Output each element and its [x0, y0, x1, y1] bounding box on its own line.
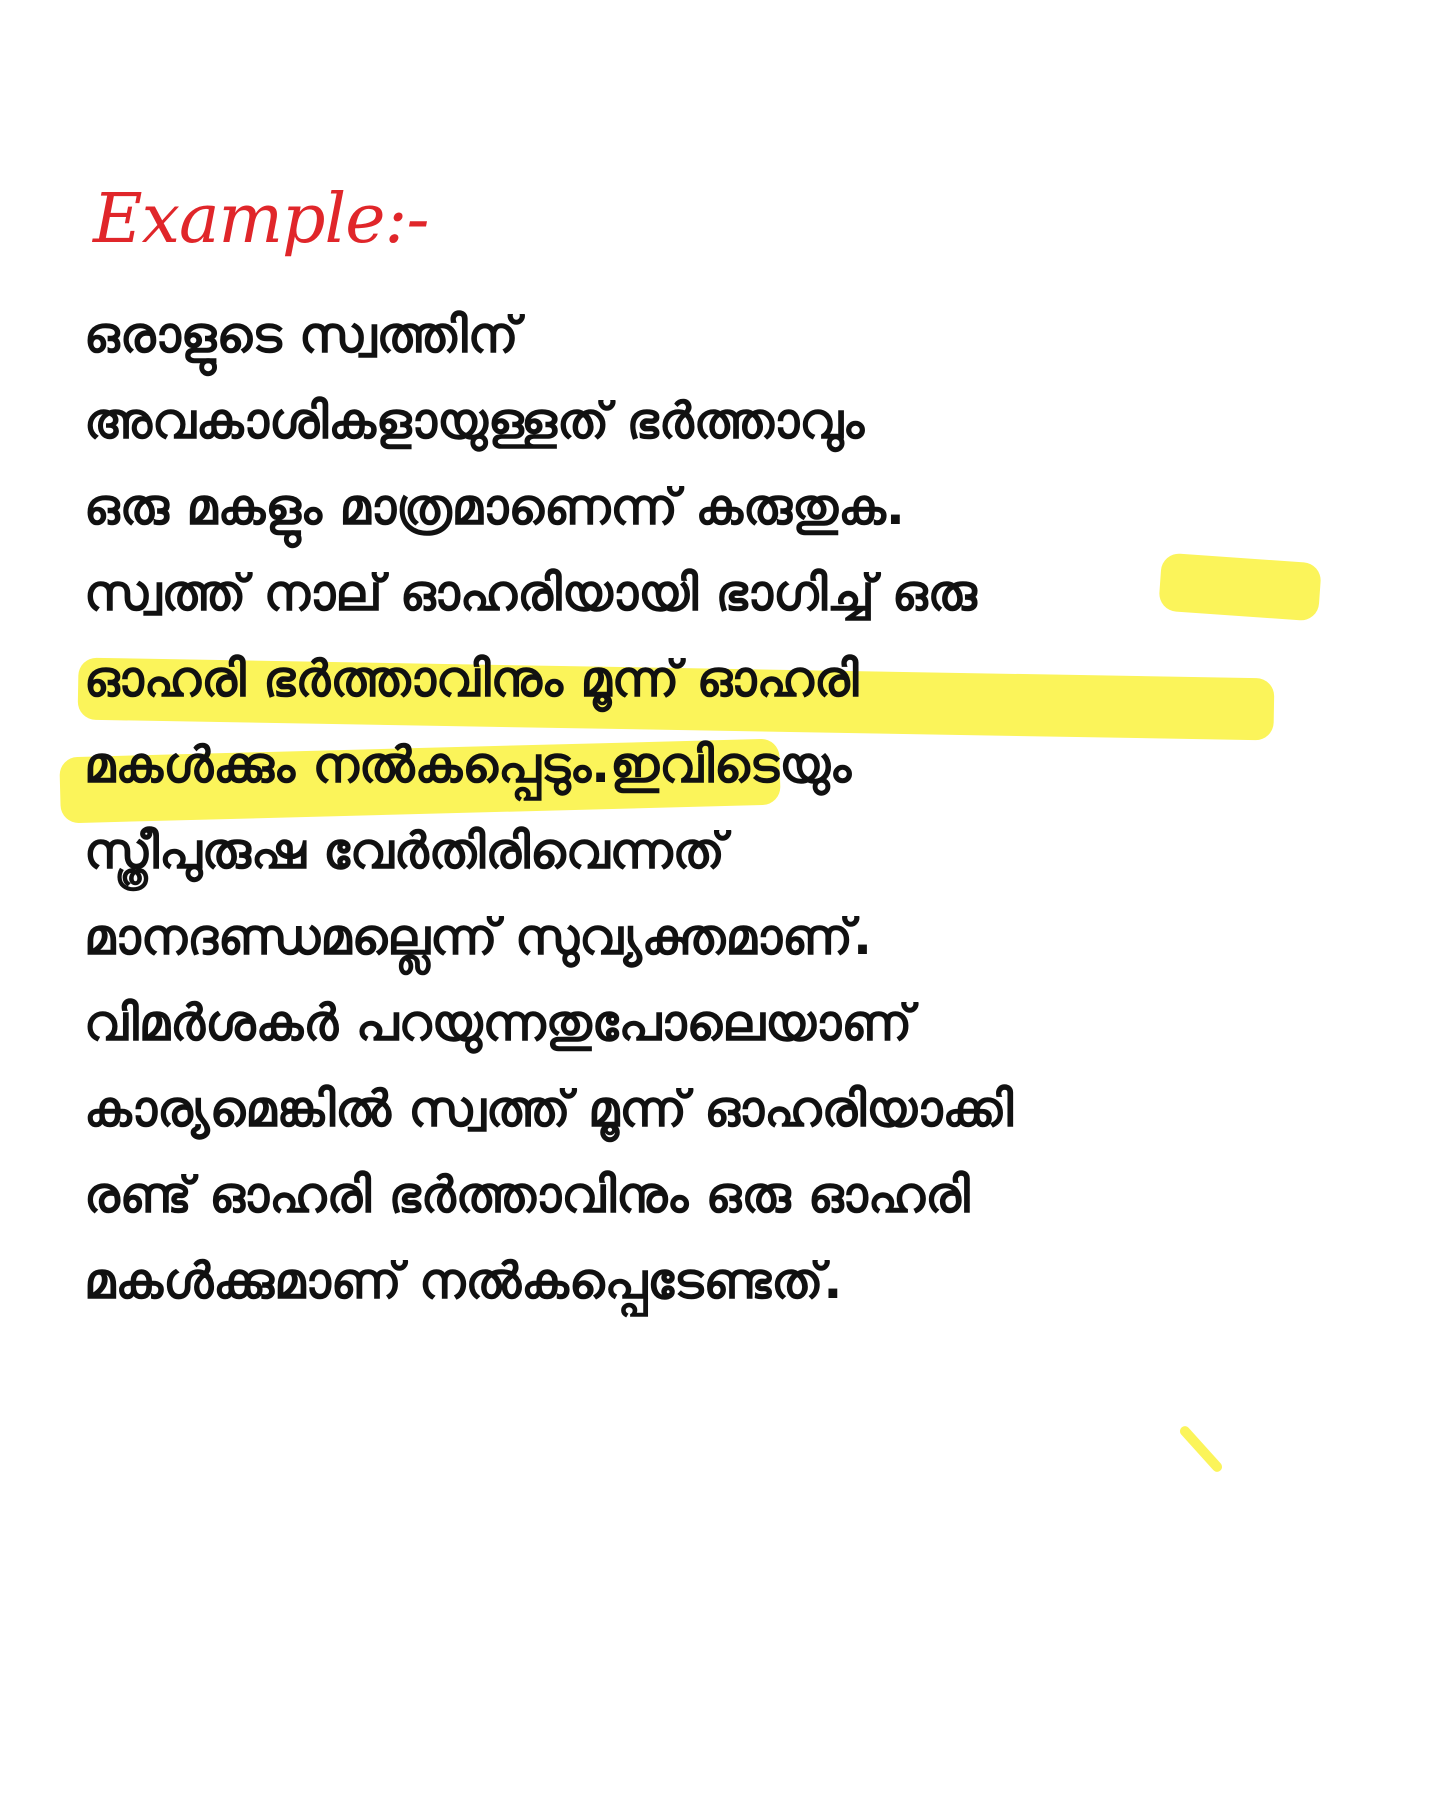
- text-line: ഒരു മകളും മാത്രമാണെന്ന് കരുതുക.: [84, 478, 905, 536]
- text-line: സ്വത്ത് നാല് ഓഹരിയായി ഭാഗിച്ച് ഒരു: [84, 564, 977, 622]
- text-line: ഓഹരി ഭർത്താവിനും മൂന്ന് ഓഹരി: [84, 650, 859, 708]
- text-line: കാര്യമെങ്കിൽ സ്വത്ത് മൂന്ന് ഓഹരിയാക്കി: [84, 1080, 1014, 1138]
- text-line: ഒരാളുടെ സ്വത്തിന്: [84, 306, 519, 364]
- text-line: മാനദണ്ഡമല്ലെന്ന് സുവ്യക്തമാണ്.: [84, 908, 872, 966]
- text-line: മകൾക്കുമാണ് നൽകപ്പെടേണ്ടത്.: [84, 1252, 843, 1310]
- text-line: അവകാശികളായുള്ളത് ഭർത്താവും: [84, 392, 865, 450]
- text-line: സ്ത്രീപുരുഷ വേർതിരിവെന്നത്: [84, 822, 725, 880]
- example-heading: Example:-: [93, 180, 429, 259]
- text-line: മകൾക്കും നൽകപ്പെടും.ഇവിടെയും: [84, 736, 852, 794]
- text-line: വിമർശകർ പറയുന്നതുപോലെയാണ്: [84, 994, 913, 1052]
- text-line: രണ്ട് ഓഹരി ഭർത്താവിനും ഒരു ഓഹരി: [84, 1166, 970, 1224]
- paragraph: [84, 292, 1374, 1324]
